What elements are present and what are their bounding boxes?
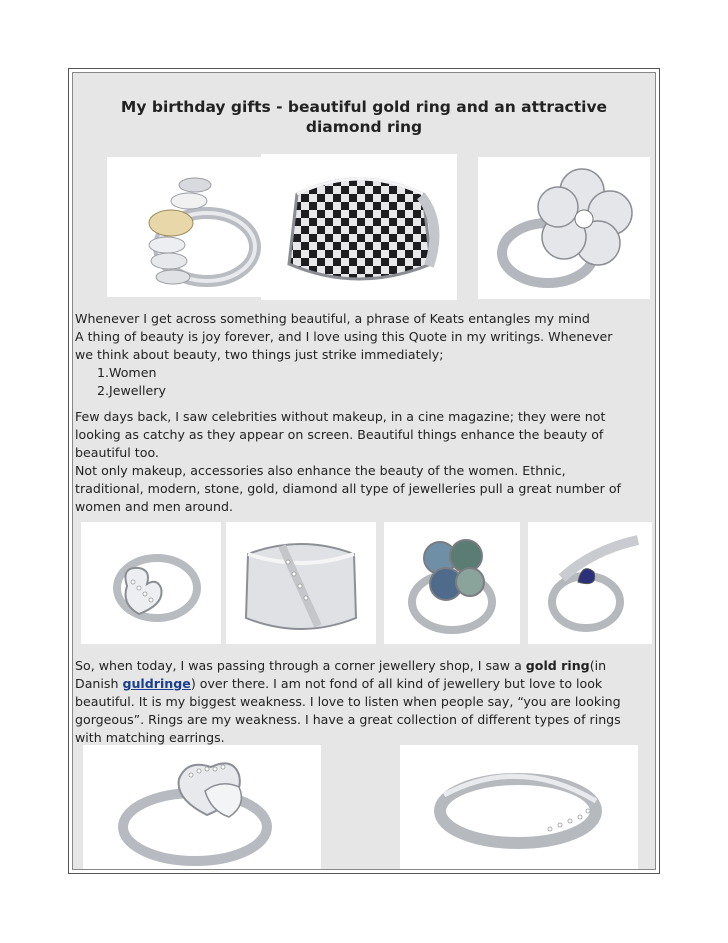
paragraph-line: beautiful. It is my biggest weakness. I love to listen when people say, “you are looking bbox=[75, 694, 621, 709]
paragraph-line bbox=[75, 675, 659, 693]
ring-image-abalone-hearts bbox=[384, 522, 520, 644]
paragraph-line: Whenever I get across something beautiful, a phrase of Keats entangles my mind bbox=[75, 311, 590, 326]
paragraph-line: traditional, modern, stone, gold, diamond all type of jewelleries pull a great number of bbox=[75, 481, 621, 496]
line-text: ) over there. I am not fond of all kind of jewellery but love to look bbox=[190, 676, 603, 691]
line-text: So, when today, I was passing through a corner jewellery shop, I saw a bbox=[75, 658, 526, 673]
paragraph-line bbox=[75, 657, 659, 675]
paragraph-intro bbox=[75, 310, 659, 400]
document-title: My birthday gifts - beautiful gold ring and an attractive diamond ring bbox=[120, 98, 608, 136]
paragraph-line: Few days back, I saw celebrities without makeup, in a cine magazine; they were not bbox=[75, 409, 606, 424]
ring-image-curved-band bbox=[400, 745, 638, 869]
paragraph-line: women and men around. bbox=[75, 499, 233, 514]
paragraph-line: beautiful too. bbox=[75, 445, 159, 460]
gold-ring-phrase: gold ring bbox=[525, 658, 590, 673]
ring-image-black-diamond bbox=[261, 154, 457, 300]
line-text: (in bbox=[589, 658, 607, 673]
ring-image-flower-diamond bbox=[478, 157, 650, 299]
guldringe-link[interactable]: guldringe bbox=[122, 676, 191, 691]
line-text: Danish bbox=[75, 676, 123, 691]
paragraph-shop bbox=[75, 657, 659, 747]
paragraph-line: with matching earrings. bbox=[75, 730, 225, 745]
ring-image-sapphire bbox=[528, 522, 652, 644]
document-page bbox=[68, 68, 660, 874]
ring-image-heart-pave bbox=[81, 522, 221, 644]
paragraph-celebrities bbox=[75, 408, 659, 516]
paragraph-line: Not only makeup, accessories also enhance the beauty of the women. Ethnic, bbox=[75, 463, 566, 478]
list-item-women: 1.Women bbox=[97, 365, 157, 380]
paragraph-line: looking as catchy as they appear on screen. Beautiful things enhance the beauty of bbox=[75, 427, 604, 442]
document-content bbox=[72, 72, 656, 870]
list-item-jewellery: 2.Jewellery bbox=[97, 383, 166, 398]
paragraph-line: A thing of beauty is joy forever, and I love using this Quote in my writings. Whenever bbox=[75, 329, 613, 344]
ring-image-gold-oval bbox=[107, 157, 283, 297]
ring-image-double-heart bbox=[83, 745, 321, 869]
paragraph-line: we think about beauty, two things just strike immediately; bbox=[75, 347, 444, 362]
ring-image-wide-band bbox=[226, 522, 376, 644]
paragraph-line: gorgeous”. Rings are my weakness. I have a great collection of different types of rings bbox=[75, 712, 621, 727]
